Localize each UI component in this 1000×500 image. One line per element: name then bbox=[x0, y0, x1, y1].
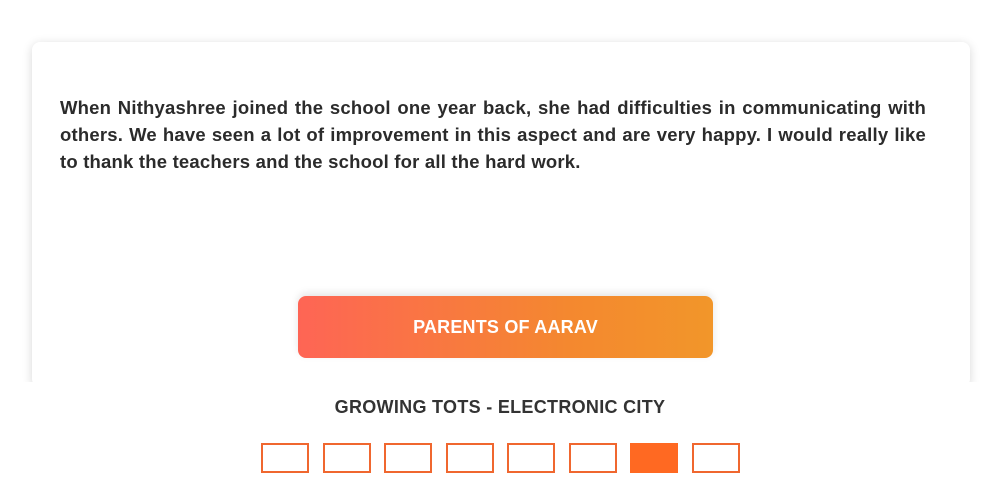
pagination-dot-7[interactable] bbox=[630, 443, 678, 473]
testimonial-quote: When Nithyashree joined the school one year back, she had difficulties in communicating with others. We have seen a lot of improvement in this aspect and are very happy. I would really like to thank the teachers and the school for all the hard work. bbox=[60, 97, 926, 172]
pagination-dot-5[interactable] bbox=[507, 443, 555, 473]
pagination-dot-4[interactable] bbox=[446, 443, 494, 473]
pagination-dot-2[interactable] bbox=[323, 443, 371, 473]
pagination-dot-8[interactable] bbox=[692, 443, 740, 473]
author-button[interactable]: PARENTS OF AARAV bbox=[298, 296, 713, 358]
pagination-dot-3[interactable] bbox=[384, 443, 432, 473]
pagination-dot-6[interactable] bbox=[569, 443, 617, 473]
pagination-dot-1[interactable] bbox=[261, 443, 309, 473]
school-name: GROWING TOTS - ELECTRONIC CITY bbox=[334, 397, 666, 417]
